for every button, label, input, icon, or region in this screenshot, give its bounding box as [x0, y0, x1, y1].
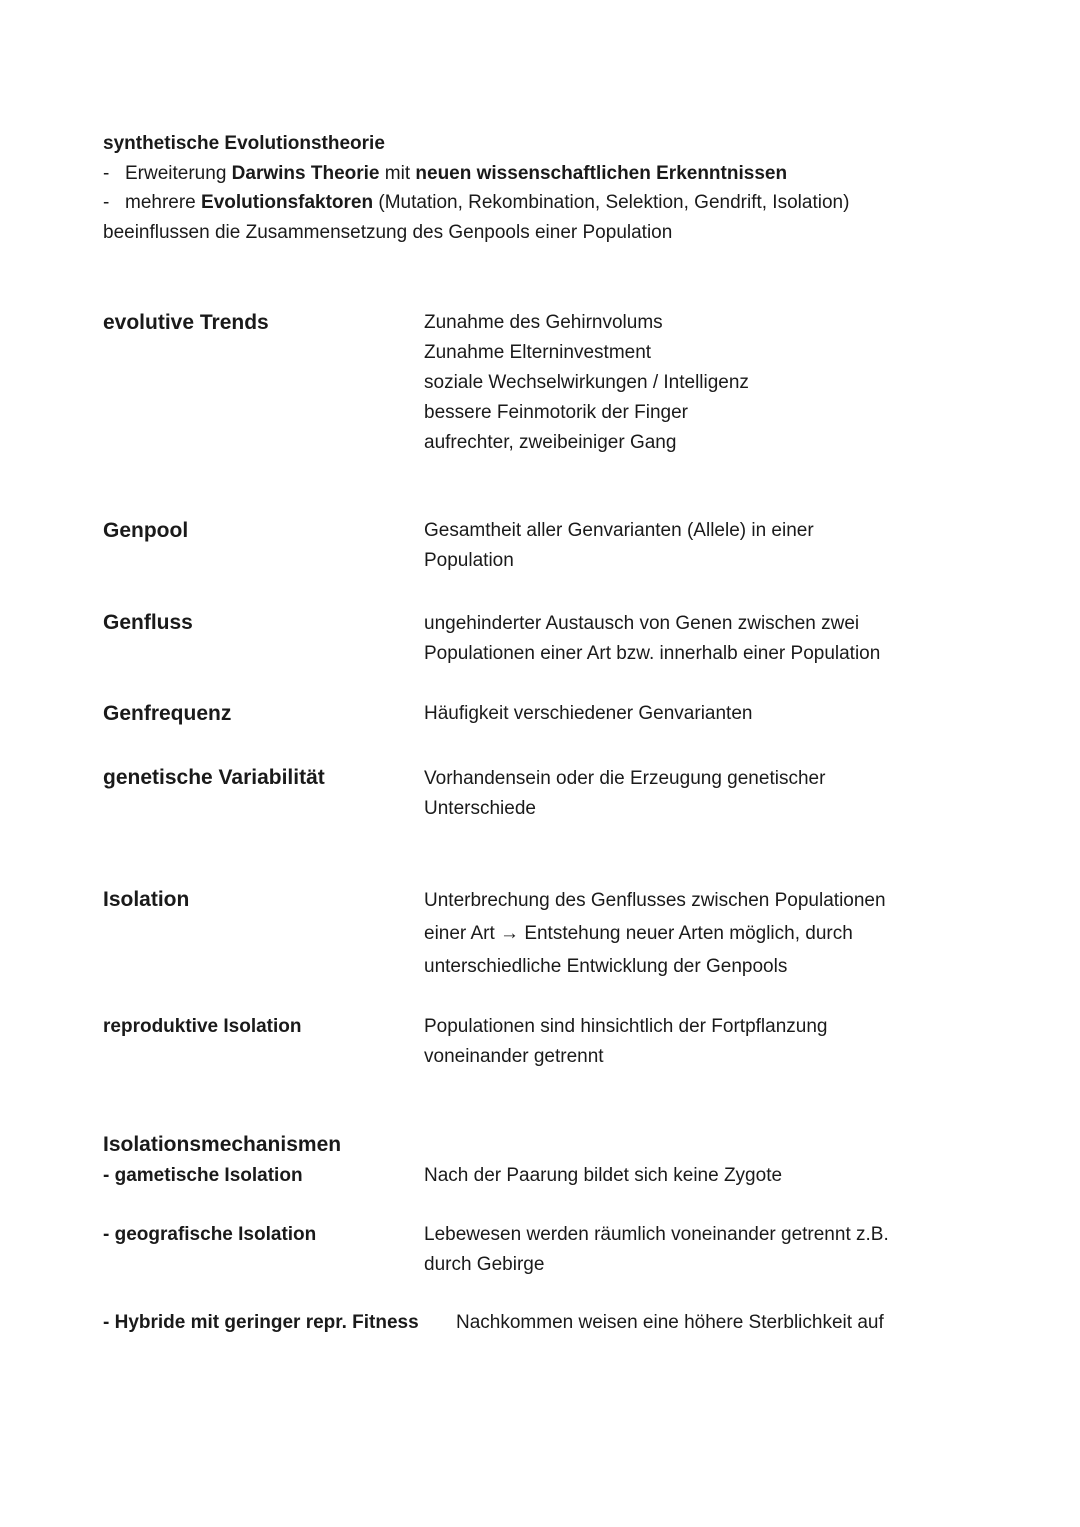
definition-evolutive-trends — [424, 308, 749, 458]
term-evolutive-trends: evolutive Trends — [103, 311, 269, 334]
definition-genfluss: ungehinderter Austausch von Genen zwischen zwei Populationen einer Art bzw. innerhalb einer Population — [424, 613, 881, 664]
term-reproduktive-isolation: reproduktive Isolation — [103, 1016, 302, 1037]
definition-genfrequenz: Häufigkeit verschiedener Genvarianten — [424, 703, 753, 724]
term-genfluss: Genfluss — [103, 611, 193, 634]
bullet-dash: - — [103, 192, 110, 213]
definition-geografische-isolation: Lebewesen werden räumlich voneinander getrennt z.B. durch Gebirge — [424, 1224, 889, 1275]
term-isolation: Isolation — [103, 888, 190, 911]
term-geografische-isolation: - geografische Isolation — [103, 1224, 317, 1245]
heading-isolationsmechanismen: Isolationsmechanismen — [103, 1133, 342, 1156]
term-genpool: Genpool — [103, 519, 189, 542]
bullet-dash: - — [103, 163, 110, 184]
term-genfrequenz: Genfrequenz — [103, 702, 232, 725]
term-genetische-variabilitaet: genetische Variabilität — [103, 766, 325, 789]
bullet-2-continuation: beeinflussen die Zusammensetzung des Genpools einer Population — [103, 222, 673, 243]
term-hybride: - Hybride mit geringer repr. Fitness — [103, 1312, 419, 1333]
definition-gametische-isolation: Nach der Paarung bildet sich keine Zygote — [424, 1165, 783, 1186]
trend-item: soziale Wechselwirkungen / Intelligenz — [424, 372, 749, 393]
trend-item: Zunahme Elterninvestment — [424, 342, 652, 363]
term-gametische-isolation: - gametische Isolation — [103, 1165, 303, 1186]
bullet-2: - mehrere Evolutionsfaktoren (Mutation, Rekombination, Selektion, Gendrift, Isolation) — [103, 192, 850, 213]
definition-isolation: Unterbrechung des Genflusses zwischen Populationen einer Art → Entstehung neuer Arten möglich, durch unterschiedliche Entwicklung der Genpools — [424, 890, 886, 977]
bullet-1: - Erweiterung Darwins Theorie mit neuen wissenschaftlichen Erkenntnissen — [103, 163, 788, 184]
trend-item: aufrechter, zweibeiniger Gang — [424, 432, 677, 453]
trend-item: Zunahme des Gehirnvolums — [424, 312, 663, 333]
trend-item: bessere Feinmotorik der Finger — [424, 402, 688, 423]
definition-genetische-variabilitaet: Vorhandensein oder die Erzeugung genetischer Unterschiede — [424, 768, 826, 819]
definition-hybride: Nachkommen weisen eine höhere Sterblichkeit auf — [456, 1312, 884, 1333]
section-title: synthetische Evolutionstheorie — [103, 133, 385, 154]
definition-genpool: Gesamtheit aller Genvarianten (Allele) in einer Population — [424, 520, 814, 571]
definition-reproduktive-isolation: Populationen sind hinsichtlich der Fortpflanzung voneinander getrennt — [424, 1016, 828, 1067]
